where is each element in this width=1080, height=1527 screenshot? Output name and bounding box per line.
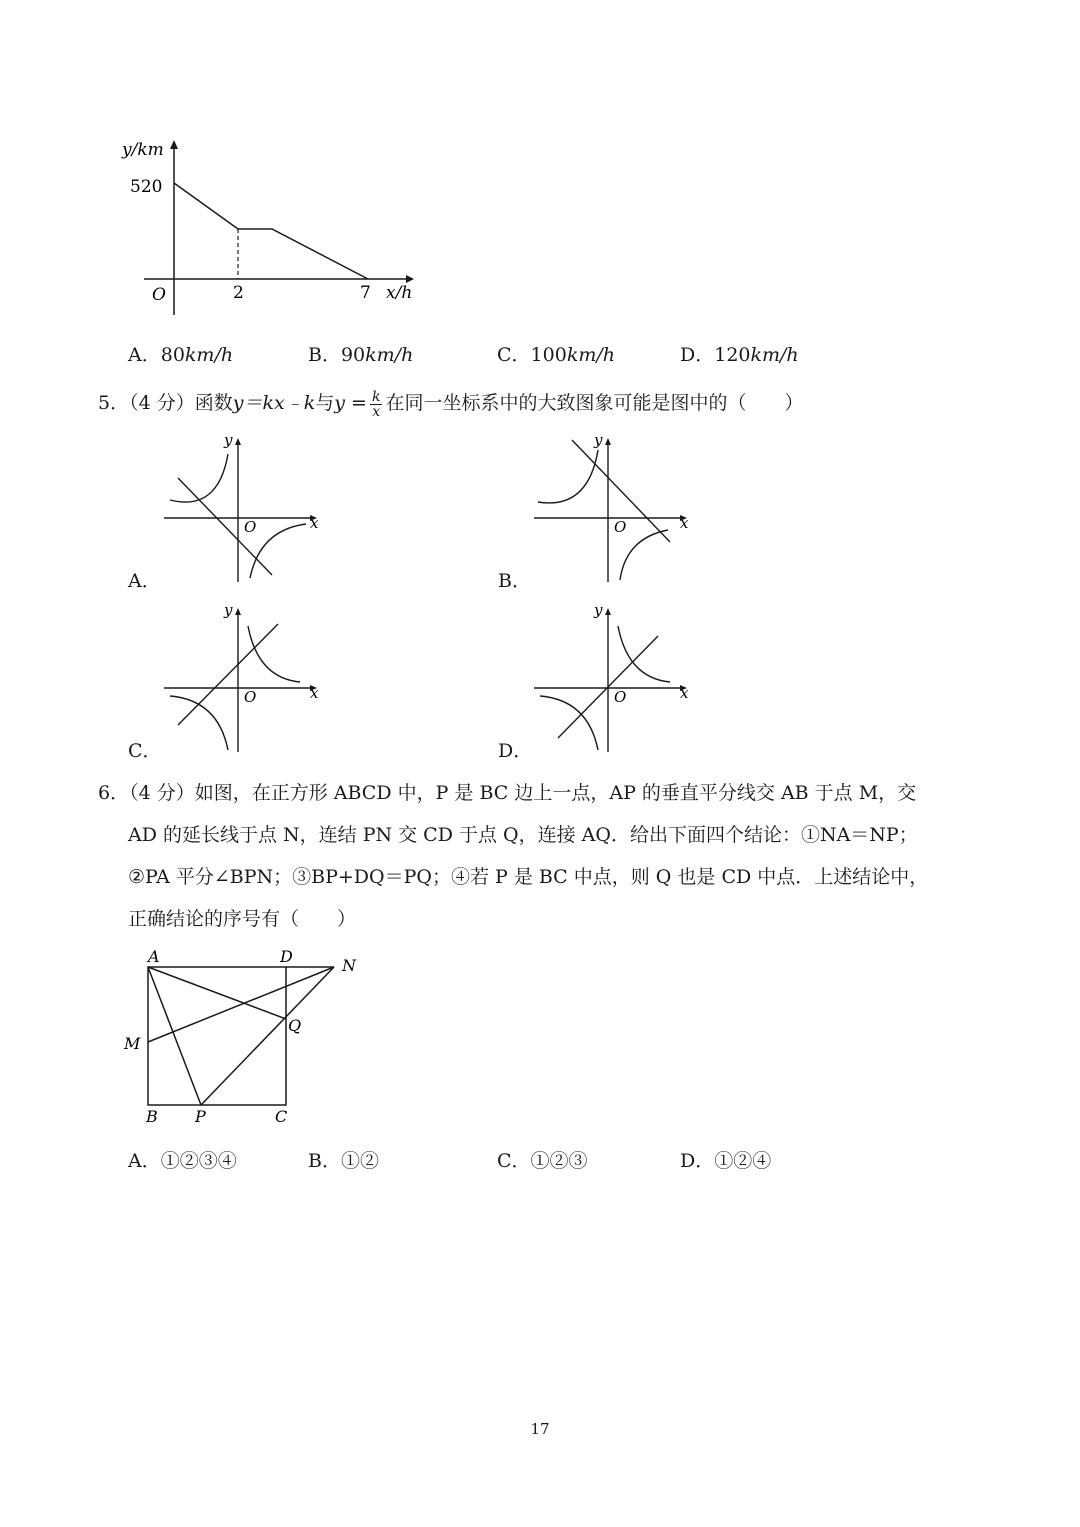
fraction-numerator: k xyxy=(371,388,381,405)
q5-text-c: 在同一坐标系中的大致图象可能是图中的（ ） xyxy=(385,392,804,414)
option-letter: C． xyxy=(497,1150,531,1172)
q5-number: 5． xyxy=(98,392,130,414)
axis-y-label: y xyxy=(594,431,603,449)
label-a: A xyxy=(148,947,160,966)
q5-text-a: 函数 xyxy=(194,392,233,414)
q5-score: （4 分） xyxy=(129,392,195,414)
q6-option-b[interactable] xyxy=(308,1146,379,1173)
hyperbola-lower-right xyxy=(620,530,668,580)
q5-graph-d xyxy=(530,600,705,755)
label-b: B xyxy=(146,1107,158,1126)
q5-func2-lhs: y = xyxy=(334,392,367,414)
straight-line xyxy=(178,478,272,575)
option-unit: km/h xyxy=(184,344,234,366)
q5-fraction xyxy=(370,390,382,419)
option-letter: C． xyxy=(497,344,531,366)
page-number: 17 xyxy=(530,1420,550,1438)
segment-pn xyxy=(201,967,334,1105)
segment-ap xyxy=(148,967,201,1105)
option-value: 120 xyxy=(714,344,751,366)
option-value: ①②③ xyxy=(530,1150,588,1172)
hyperbola-lower-right xyxy=(250,524,306,578)
hyperbola-upper-right xyxy=(248,626,300,682)
q6-stem-line-3: ②PA 平分∠BPN；③BP+DQ＝PQ；④若 P 是 BC 中点，则 Q 也是 CD 中点．上述结论中， xyxy=(128,866,929,888)
x-tick-2: 2 xyxy=(233,283,244,303)
option-unit: km/h xyxy=(365,344,414,366)
q5-stem xyxy=(98,388,803,419)
option-unit: km/h xyxy=(750,344,799,366)
x-axis-label: x/h xyxy=(386,283,413,303)
label-c: C xyxy=(275,1107,288,1126)
q5-option-b[interactable]: B． xyxy=(498,570,531,592)
q4-option-b[interactable] xyxy=(308,340,413,367)
q4-distance-time-graph xyxy=(110,135,430,325)
q5-graph-a xyxy=(160,430,335,585)
q6-stem-line-1: 6．（4 分）如图，在正方形 ABCD 中，P 是 BC 边上一点，AP 的垂直平分线交 AB 于点 M，交 xyxy=(98,782,917,804)
q5-text-b: 与 xyxy=(315,392,335,414)
y-axis-arrow xyxy=(170,140,178,149)
option-letter: D． xyxy=(680,1150,715,1172)
q6-square-figure xyxy=(118,945,368,1130)
q6-option-d[interactable] xyxy=(680,1146,771,1173)
option-value: 90 xyxy=(340,344,366,366)
y-axis-arrow xyxy=(235,608,241,615)
y-axis-label: y/km xyxy=(122,140,164,160)
hyperbola-lower-left xyxy=(540,696,598,750)
axis-y-label: y xyxy=(594,601,603,619)
option-value: ①②③④ xyxy=(160,1150,237,1172)
origin-label: O xyxy=(152,285,166,305)
q6-stem-line-4: 正确结论的序号有（ ） xyxy=(128,908,357,930)
option-letter: B． xyxy=(308,344,341,366)
fraction-denominator: x xyxy=(372,403,381,420)
y-axis-arrow xyxy=(605,608,611,615)
axis-x-label: x xyxy=(680,514,689,532)
option-letter: B． xyxy=(308,1150,341,1172)
option-letter: A． xyxy=(128,344,161,366)
y-axis-arrow xyxy=(605,438,611,445)
label-n: N xyxy=(342,956,356,975)
q5-func1: y＝kx﹣k xyxy=(232,392,316,414)
label-p: P xyxy=(195,1107,206,1126)
q5-graph-c xyxy=(160,600,335,755)
segment-aq xyxy=(148,967,286,1019)
q5-graph-b xyxy=(530,430,705,585)
axis-y-label: y xyxy=(224,601,233,619)
q4-option-c[interactable] xyxy=(497,340,615,367)
q6-option-a[interactable] xyxy=(128,1146,237,1173)
hyperbola-upper-right xyxy=(618,626,670,682)
y-tick-520: 520 xyxy=(130,177,163,197)
axis-y-label: y xyxy=(224,431,233,449)
q5-option-c[interactable]: C． xyxy=(128,740,162,762)
q5-option-d[interactable]: D． xyxy=(498,740,533,762)
q5-option-a[interactable]: A． xyxy=(128,570,161,592)
origin-label: O xyxy=(244,688,257,706)
origin-label: O xyxy=(614,518,627,536)
square-abcd xyxy=(148,967,286,1105)
q4-option-d[interactable] xyxy=(680,340,799,367)
q4-option-a[interactable] xyxy=(128,340,233,367)
y-axis-arrow xyxy=(235,438,241,445)
q6-option-c[interactable] xyxy=(497,1146,588,1173)
label-m: M xyxy=(124,1034,141,1053)
option-value: 80 xyxy=(160,344,185,366)
option-unit: km/h xyxy=(566,344,615,366)
option-value: ①②④ xyxy=(714,1150,772,1172)
axis-x-label: x xyxy=(680,684,689,702)
origin-label: O xyxy=(614,688,627,706)
label-d: D xyxy=(280,947,293,966)
label-q: Q xyxy=(288,1016,302,1035)
x-tick-7: 7 xyxy=(360,283,371,303)
straight-line xyxy=(178,624,278,725)
axis-x-label: x xyxy=(310,684,319,702)
option-value: ①② xyxy=(340,1150,379,1172)
option-letter: A． xyxy=(128,1150,161,1172)
axis-x-label: x xyxy=(310,514,319,532)
origin-label: O xyxy=(244,518,257,536)
graph-line xyxy=(174,183,368,279)
x-axis-arrow xyxy=(406,275,414,283)
option-value: 100 xyxy=(530,344,567,366)
q6-stem-line-2: AD 的延长线于点 N，连结 PN 交 CD 于点 Q，连接 AQ．给出下面四个结论：①NA＝NP； xyxy=(128,824,918,846)
option-letter: D． xyxy=(680,344,715,366)
